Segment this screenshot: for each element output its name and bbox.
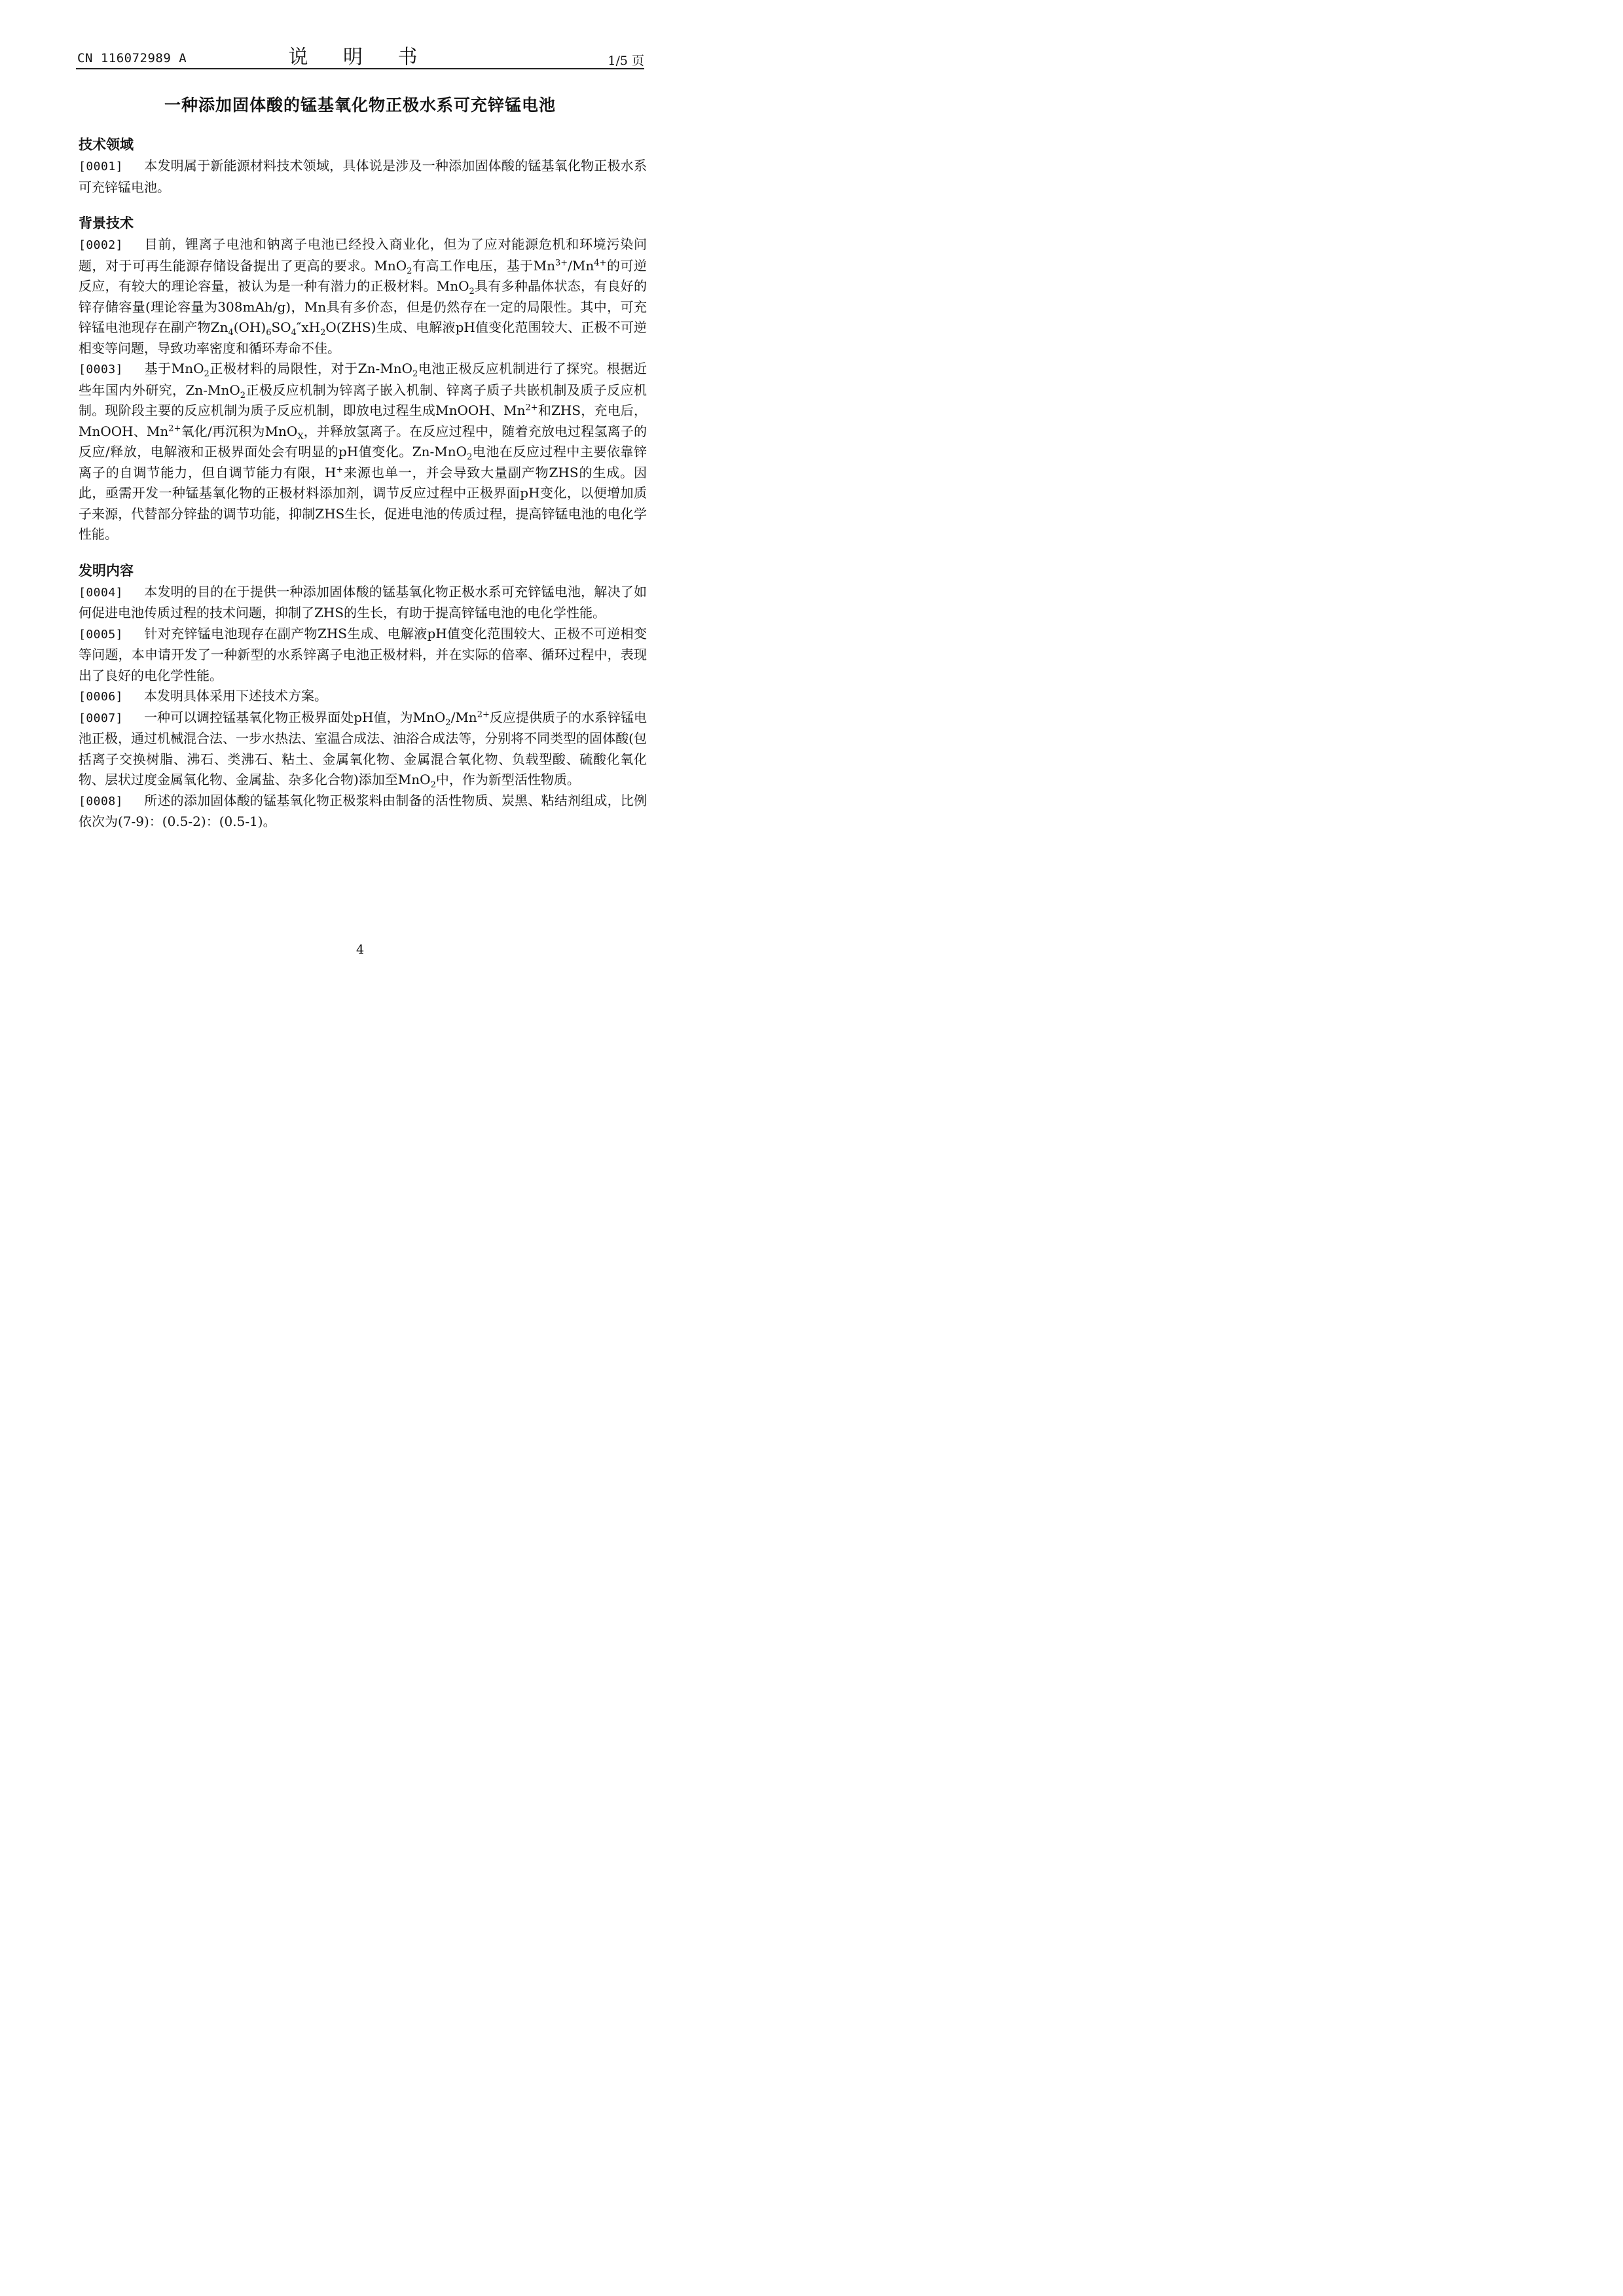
paragraph-text: 有高工作电压，基于Mn bbox=[412, 257, 555, 274]
page-info: 1/5 页 bbox=[608, 54, 644, 68]
subscript: X bbox=[297, 431, 304, 442]
paragraph-number: [0003] bbox=[79, 363, 124, 376]
paragraph-0003 bbox=[79, 359, 647, 545]
header-divider bbox=[76, 68, 644, 69]
paragraph-0001 bbox=[79, 156, 647, 198]
subscript: 2 bbox=[445, 717, 451, 728]
paragraph-0002 bbox=[79, 234, 647, 359]
paragraph-text: /Mn bbox=[568, 257, 594, 274]
subscript: 2 bbox=[412, 369, 418, 379]
paragraph-number: [0001] bbox=[79, 160, 124, 173]
subscript: 6 bbox=[266, 328, 272, 338]
subscript: 2 bbox=[407, 266, 412, 276]
paragraph-text: 基于MnO bbox=[144, 361, 204, 376]
subscript: 2 bbox=[430, 780, 436, 790]
subscript: 2 bbox=[240, 390, 246, 401]
paragraph-text: 的可逆反应，有较大的理论容量，被认为是一种有潜力的正极材料。MnO bbox=[79, 257, 647, 294]
paragraph-text: 针对充锌锰电池现存在副产物ZHS生成、电解液pH值变化范围较大、正极不可逆相变等问题，本申请开发了一种新型的水系锌离子电池正极材料，并在实际的倍率、循环过程中，表现出了良好的电化学性能。 bbox=[79, 625, 647, 683]
paragraph-text: ″xH bbox=[296, 319, 321, 335]
paragraph-0008 bbox=[79, 791, 647, 833]
paragraph-text: 反应提供质子的水系锌锰电池正极，通过机械混合法、一步水热法、室温合成法、油浴合成法等，分别将不同类型的固体酸(包括离子交换树脂、沸石、类沸石、粘土、金属氧化物、金属混合氧化物、负载型酸、硫酸化氧化物、层状过度金属氧化物、金属盐、杂多化合物)添加至MnO bbox=[79, 709, 647, 787]
subscript: 4 bbox=[291, 328, 297, 338]
paragraph-text: 本发明具体采用下述技术方案。 bbox=[144, 688, 328, 704]
paragraph-number: [0008] bbox=[79, 794, 124, 808]
paragraph-text: 正极材料的局限性，对于Zn-MnO bbox=[209, 361, 412, 376]
superscript: + bbox=[336, 464, 344, 475]
subscript: 4 bbox=[228, 328, 234, 338]
superscript: 2+ bbox=[168, 423, 181, 433]
paragraph-text: 和ZHS，充电后，MnOOH、Mn bbox=[79, 403, 647, 439]
paragraph-number: [0007] bbox=[79, 711, 124, 725]
superscript: 3+ bbox=[555, 257, 568, 268]
paragraph-text: 本发明的目的在于提供一种添加固体酸的锰基氧化物正极水系可充锌锰电池，解决了如何促进电池传质过程的技术问题，抑制了ZHS的生长，有助于提高锌锰电池的电化学性能。 bbox=[79, 583, 647, 620]
superscript: 2+ bbox=[477, 709, 490, 719]
document-title: 一种添加固体酸的锰基氧化物正极水系可充锌锰电池 bbox=[164, 96, 556, 115]
paragraph-0006 bbox=[79, 686, 647, 708]
document-body bbox=[79, 134, 647, 833]
subscript: 2 bbox=[204, 369, 210, 379]
paragraph-number: [0005] bbox=[79, 627, 124, 641]
paragraph-number: [0004] bbox=[79, 585, 124, 600]
superscript: 2+ bbox=[525, 403, 538, 413]
paragraph-text: 具有多种晶体状态，有良好的锌存储容量(理论容量为308mAh/g)，Mn具有多价态，但是仍然存在一定的局限性。其中，可充锌锰电池现存在副产物Zn bbox=[79, 278, 647, 335]
page-number: 4 bbox=[356, 942, 365, 957]
section-heading-invention: 发明内容 bbox=[79, 562, 134, 579]
paragraph-text: 电池正极反应机制进行了探究。根据近些年国内外研究，Zn-MnO bbox=[79, 361, 647, 398]
subscript: 2 bbox=[467, 452, 473, 462]
paragraph-text: 一种可以调控锰基氧化物正极界面处pH值，为MnO bbox=[144, 709, 446, 725]
paragraph-text: 所述的添加固体酸的锰基氧化物正极浆料由制备的活性物质、炭黑、粘结剂组成，比例依次为(7-9)：(0.5-2)：(0.5-1)。 bbox=[79, 792, 647, 829]
patent-number: CN 116072989 A bbox=[77, 51, 187, 65]
paragraph-number: [0002] bbox=[79, 238, 124, 252]
paragraph-text: /Mn bbox=[450, 709, 477, 725]
paragraph-text: SO bbox=[271, 319, 291, 335]
paragraph-text: 电池在反应过程中主要依靠锌离子的自调节能力，但自调节能力有限，H bbox=[79, 444, 647, 480]
subscript: 2 bbox=[469, 287, 475, 296]
paragraph-text: 正极反应机制为锌离子嵌入机制、锌离子质子共嵌机制及质子反应机制。现阶段主要的反应机制为质子反应机制，即放电过程生成MnOOH、Mn bbox=[79, 382, 647, 418]
superscript: 4+ bbox=[594, 257, 607, 268]
paragraph-text: 氧化/再沉积为MnO bbox=[181, 423, 298, 439]
subscript: 2 bbox=[320, 328, 326, 338]
paragraph-text: 中，作为新型活性物质。 bbox=[435, 772, 580, 787]
paragraph-0007 bbox=[79, 708, 647, 791]
paragraph-text: O(ZHS)生成、电解液pH值变化范围较大、正极不可逆相变等问题，导致功率密度和循环寿命不佳。 bbox=[79, 319, 647, 356]
section-heading-field: 技术领域 bbox=[79, 137, 134, 152]
header-title: 说 明 书 bbox=[288, 46, 432, 69]
paragraph-text: 目前，锂离子电池和钠离子电池已经投入商业化，但为了应对能源危机和环境污染问题，对于可再生能源存储设备提出了更高的要求。MnO bbox=[79, 236, 647, 274]
paragraph-0005 bbox=[79, 624, 647, 687]
paragraph-text: (OH) bbox=[233, 319, 266, 335]
document-page bbox=[0, 0, 720, 1018]
paragraph-0004 bbox=[79, 582, 647, 624]
paragraph-text: 来源也单一，并会导致大量副产物ZHS的生成。因此，亟需开发一种锰基氧化物的正极材料添加剂，调节反应过程中正极界面pH变化，以便增加质子来源，代替部分锌盐的调节功能，抑制ZHS生长，促进电池的传质过程，提高锌锰电池的电化学性能。 bbox=[79, 464, 647, 542]
section-heading-background: 背景技术 bbox=[79, 215, 134, 231]
paragraph-number: [0006] bbox=[79, 690, 124, 704]
paragraph-text: 本发明属于新能源材料技术领域，具体说是涉及一种添加固体酸的锰基氧化物正极水系可充锌锰电池。 bbox=[79, 158, 647, 195]
paragraph-text: ，并释放氢离子。在反应过程中，随着充放电过程氢离子的反应/释放，电解液和正极界面处会有明显的pH值变化。Zn-MnO bbox=[79, 423, 647, 459]
